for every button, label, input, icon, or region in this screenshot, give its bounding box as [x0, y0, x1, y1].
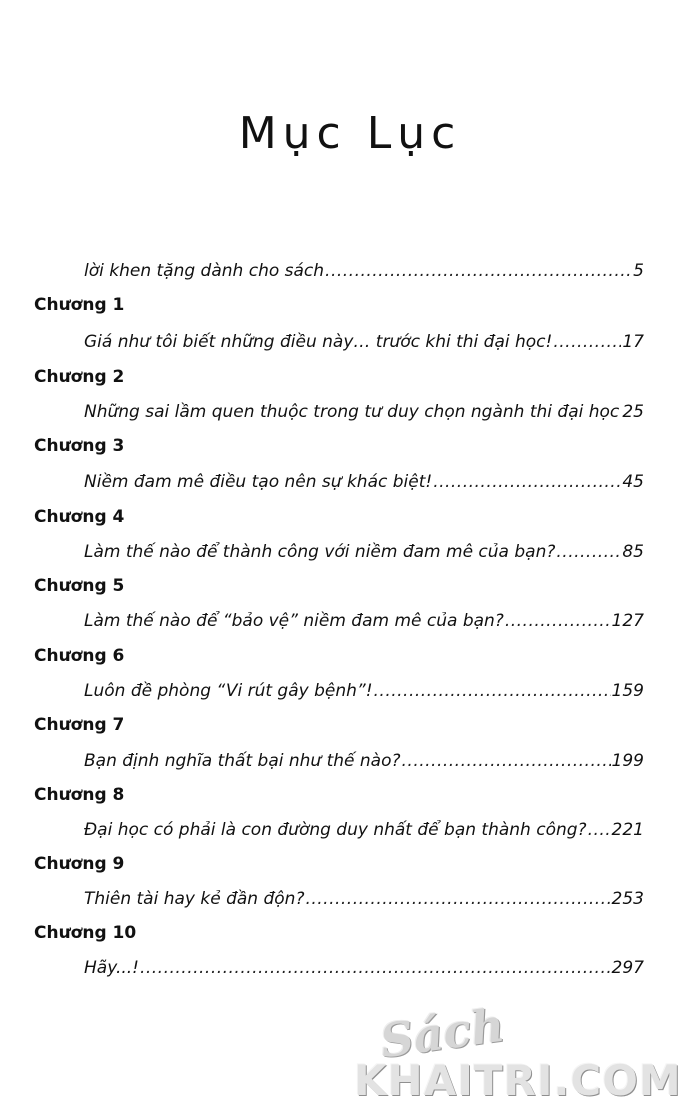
toc-entry-chapter-1[interactable] [84, 331, 644, 353]
entry-title: Những sai lầm quen thuộc trong tư duy chọn ngành thi đại học [84, 402, 620, 422]
toc-entry-chapter-4[interactable] [84, 541, 644, 563]
chapter-label: Chương 6 [34, 646, 125, 666]
toc-entry-intro[interactable] [84, 260, 644, 282]
watermark-logo [340, 997, 682, 1110]
entry-page-number: 297 [611, 958, 644, 978]
entry-title: Làm thế nào để thành công với niềm đam mê của bạn? [84, 542, 556, 562]
entry-title: Thiên tài hay kẻ đần độn? [84, 889, 305, 909]
dot-leader [553, 331, 621, 353]
chapter-label: Chương 5 [34, 576, 125, 596]
entry-page-number: 25 [622, 402, 644, 422]
chapter-label: Chương 7 [34, 715, 125, 735]
dot-leader [505, 610, 611, 632]
entry-title: Làm thế nào để “bảo vệ” niềm đam mê của bạn? [84, 611, 504, 631]
dot-leader [140, 957, 611, 979]
entry-page-number: 5 [633, 261, 644, 281]
entry-page-number: 45 [622, 472, 644, 492]
dot-leader [588, 819, 611, 841]
toc-entry-chapter-6[interactable] [84, 680, 644, 702]
chapter-label: Chương 2 [34, 367, 125, 387]
watermark-script-text: Sách [376, 997, 508, 1069]
entry-page-number: 159 [611, 681, 644, 701]
toc-entry-chapter-9[interactable] [84, 888, 644, 910]
chapter-label: Chương 3 [34, 436, 125, 456]
entry-title: Bạn định nghĩa thất bại như thế nào? [84, 751, 401, 771]
entry-title: lời khen tặng dành cho sách [84, 261, 325, 281]
toc-entry-chapter-2[interactable] [84, 401, 644, 423]
entry-title: Đại học có phải là con đường duy nhất để bạn thành công? [84, 820, 587, 840]
toc-entry-chapter-3[interactable] [84, 471, 644, 493]
toc-entry-chapter-5[interactable] [84, 610, 644, 632]
entry-page-number: 253 [611, 889, 644, 909]
chapter-label: Chương 1 [34, 295, 125, 315]
entry-title: Giá như tôi biết những điều này… trước khi thi đại học! [84, 332, 553, 352]
dot-leader [402, 750, 611, 772]
chapter-label: Chương 9 [34, 854, 125, 874]
dot-leader [556, 541, 621, 563]
dot-leader [433, 471, 621, 493]
entry-title: Hãy...! [84, 958, 139, 978]
page-title: Mục Lục [238, 108, 462, 159]
chapter-label: Chương 10 [34, 923, 137, 943]
dot-leader [325, 260, 632, 282]
entry-page-number: 199 [611, 751, 644, 771]
entry-title: Luôn đề phòng “Vi rút gây bệnh”! [84, 681, 373, 701]
dot-leader [305, 888, 610, 910]
entry-page-number: 127 [611, 611, 644, 631]
toc-entry-chapter-7[interactable] [84, 750, 644, 772]
chapter-label: Chương 4 [34, 507, 125, 527]
toc-entry-chapter-10[interactable] [84, 957, 644, 979]
dot-leader [620, 401, 621, 423]
entry-page-number: 221 [611, 820, 644, 840]
dot-leader [374, 680, 611, 702]
chapter-label: Chương 8 [34, 785, 125, 805]
toc-entry-chapter-8[interactable] [84, 819, 644, 841]
entry-title: Niềm đam mê điều tạo nên sự khác biệt! [84, 472, 433, 492]
entry-page-number: 17 [622, 332, 644, 352]
watermark-brand-text: KHAITRI.COM [354, 1056, 682, 1105]
entry-page-number: 85 [622, 542, 644, 562]
